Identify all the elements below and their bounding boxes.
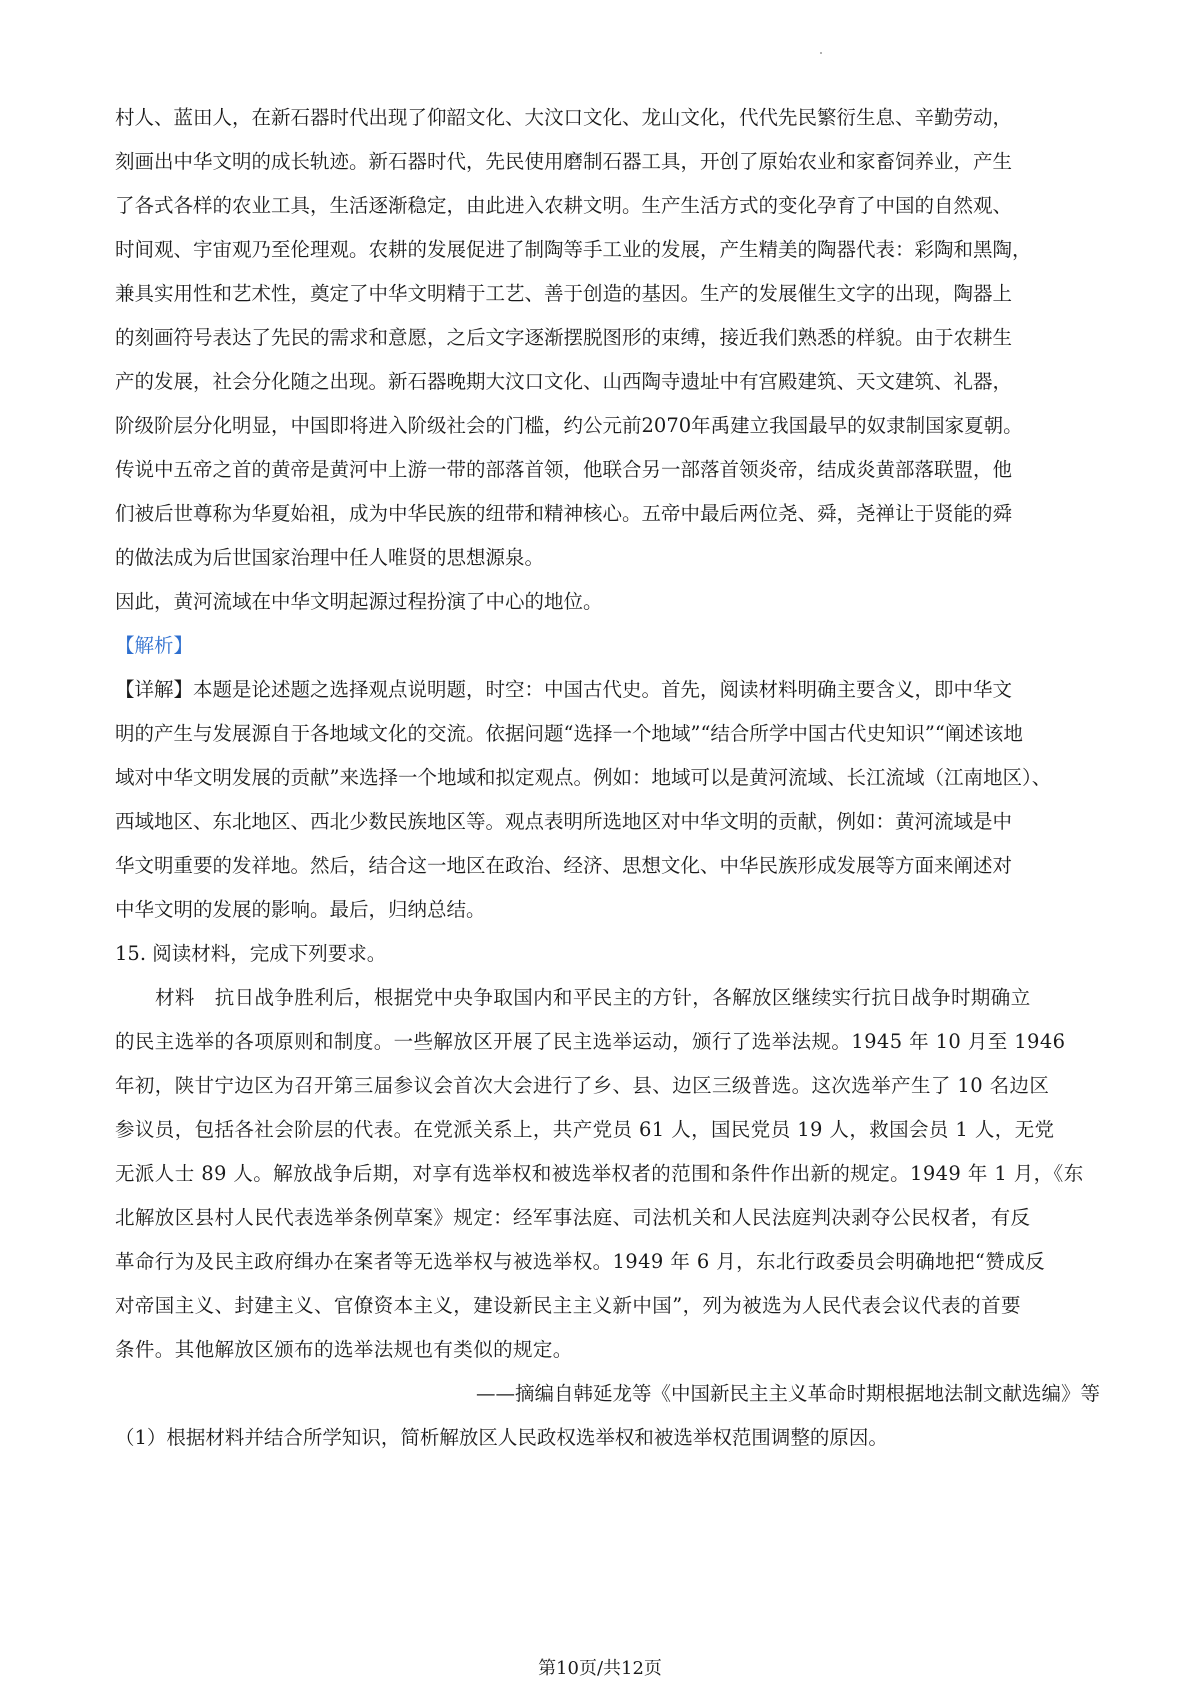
answer-line: 阶级阶层分化明显，中国即将进入阶级社会的门槛，约公元前2070年禹建立我国最早的奴隶制国家夏朝。 — [115, 414, 1023, 437]
analysis-tag: 【解析】 — [115, 634, 194, 657]
answer-line: 时间观、宇宙观乃至伦理观。农耕的发展促进了制陶等手工业的发展，产生精美的陶器代表：彩陶和黑陶， — [115, 238, 1032, 261]
answer-line: 们被后世尊称为华夏始祖，成为中华民族的纽带和精神核心。五帝中最后两位尧、舜，尧禅让于贤能的舜 — [115, 502, 1013, 525]
material-line: 北解放区县村人民代表选举条例草案》规定：经军事法庭、司法机关和人民法庭判决剥夺公民权者，有反 — [115, 1206, 1031, 1229]
material-line: 条件。其他解放区颁布的选举法规也有类似的规定。 — [115, 1338, 573, 1361]
detail-line: 中华文明的发展的影响。最后，归纳总结。 — [115, 898, 486, 921]
answer-conclusion: 因此，黄河流域在中华文明起源过程扮演了中心的地位。 — [115, 590, 603, 613]
detail-line: 明的产生与发展源自于各地域文化的交流。依据问题“选择一个地域”“结合所学中国古代史知识”“阐述该地 — [115, 722, 1023, 745]
answer-line: 了各式各样的农业工具，生活逐渐稳定，由此进入农耕文明。生产生活方式的变化孕育了中国的自然观、 — [115, 194, 1013, 217]
page-content — [115, 96, 1100, 1460]
material-line: 材料 抗日战争胜利后，根据党中央争取国内和平民主的方针，各解放区继续实行抗日战争时期确立 — [155, 986, 1031, 1009]
material-line: 参议员，包括各社会阶层的代表。在党派关系上，共产党员 61 人，国民党员 19 人，救国会员 1 人，无党 — [115, 1118, 1055, 1141]
detail-line: 西域地区、东北地区、西北少数民族地区等。观点表明所选地区对中华文明的贡献，例如：黄河流域是中 — [115, 810, 1013, 833]
material-line: 革命行为及民主政府缉办在案者等无选举权与被选举权。1949 年 6 月，东北行政委员会明确地把“赞成反 — [115, 1250, 1045, 1273]
question-15-heading: 15. 阅读材料，完成下列要求。 — [115, 942, 387, 965]
answer-line: 兼具实用性和艺术性，奠定了中华文明精于工艺、善于创造的基因。生产的发展催生文字的出现，陶器上 — [115, 282, 1013, 305]
page-dot-mark — [820, 52, 822, 54]
detail-explanation — [115, 668, 1100, 932]
answer-line: 村人、蓝田人，在新石器时代出现了仰韶文化、大汶口文化、龙山文化，代代先民繁衍生息、辛勤劳动， — [115, 106, 1013, 129]
detail-line: 域对中华文明发展的贡献”来选择一个地域和拟定观点。例如：地域可以是黄河流域、长江流域（江南地区）、 — [115, 766, 1052, 789]
answer-line: 的做法成为后世国家治理中任人唯贤的思想源泉。 — [115, 546, 545, 569]
detail-line: 【详解】本题是论述题之选择观点说明题，时空：中国古代史。首先，阅读材料明确主要含义，即中华文 — [115, 678, 1013, 701]
detail-line: 华文明重要的发祥地。然后，结合这一地区在政治、经济、思想文化、中华民族形成发展等方面来阐述对 — [115, 854, 1013, 877]
material-line: 无派人士 89 人。解放战争后期，对享有选举权和被选举权者的范围和条件作出新的规定。1949 年 1 月，《东 — [115, 1162, 1084, 1185]
answer-continuation — [115, 96, 1100, 580]
material-line: 的民主选举的各项原则和制度。一些解放区开展了民主选举运动，颁行了选举法规。1945 年 10 月至 1946 — [115, 1030, 1066, 1053]
answer-line: 产的发展，社会分化随之出现。新石器晚期大汶口文化、山西陶寺遗址中有宫殿建筑、天文建筑、礼器， — [115, 370, 1013, 393]
material-line: 年初，陕甘宁边区为召开第三届参议会首次大会进行了乡、县、边区三级普选。这次选举产生了 10 名边区 — [115, 1074, 1050, 1097]
answer-line: 的刻画符号表达了先民的需求和意愿，之后文字逐渐摆脱图形的束缚，接近我们熟悉的样貌。由于农耕生 — [115, 326, 1013, 349]
page-footer: 第10页/共12页 — [538, 1658, 662, 1679]
question-material — [115, 976, 1100, 1372]
material-source: ——摘编自韩延龙等《中国新民主主义革命时期根据地法制文献选编》等 — [475, 1382, 1100, 1405]
answer-line: 传说中五帝之首的黄帝是黄河中上游一带的部落首领，他联合另一部落首领炎帝，结成炎黄部落联盟，他 — [115, 458, 1013, 481]
answer-line: 刻画出中华文明的成长轨迹。新石器时代，先民使用磨制石器工具，开创了原始农业和家畜饲养业，产生 — [115, 150, 1013, 173]
sub-question-1: （1）根据材料并结合所学知识，简析解放区人民政权选举权和被选举权范围调整的原因。 — [115, 1426, 888, 1449]
material-line: 对帝国主义、封建主义、官僚资本主义，建设新民主主义新中国”，列为被选为人民代表会议代表的首要 — [115, 1294, 1021, 1317]
